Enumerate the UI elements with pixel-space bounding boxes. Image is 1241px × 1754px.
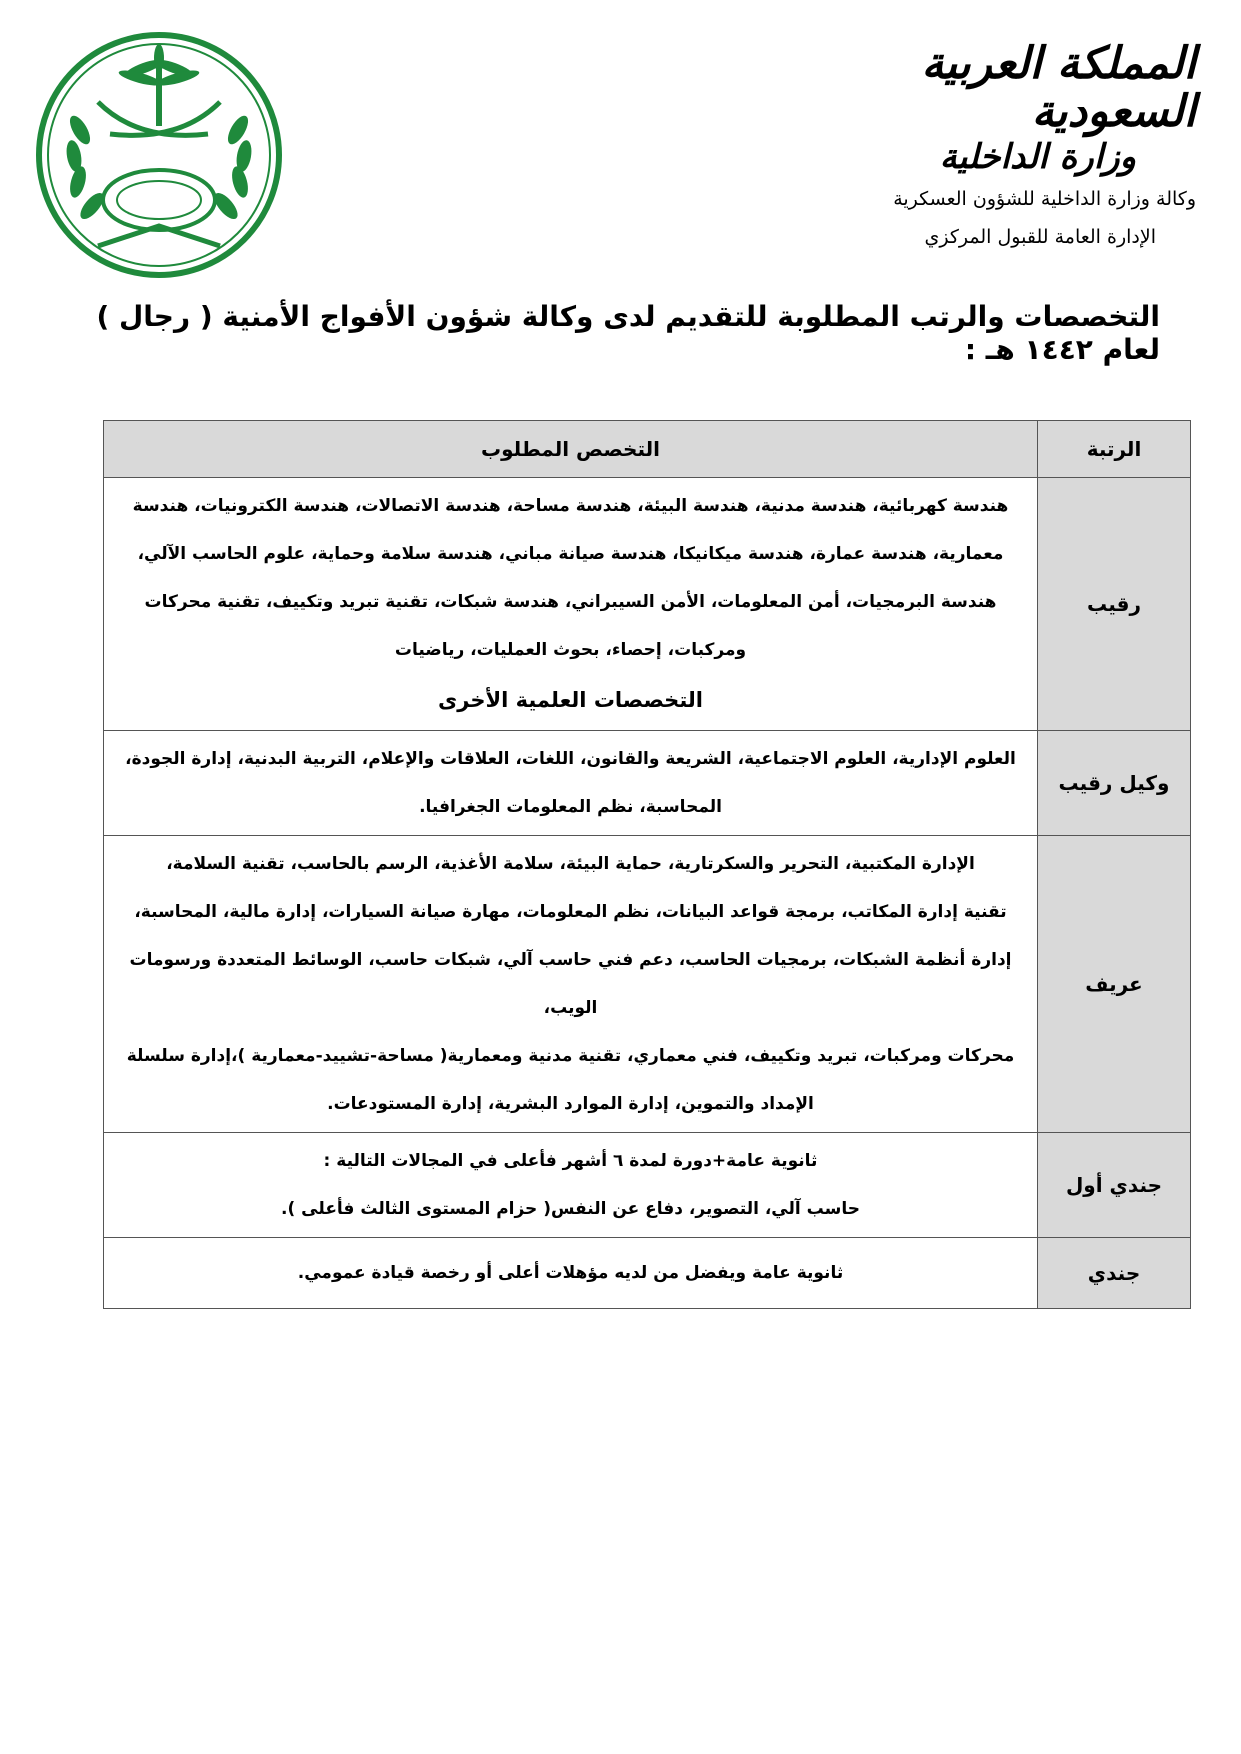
rank-cell: جندي <box>1038 1238 1191 1309</box>
kingdom-name: المملكة العربية السعودية <box>921 38 1196 138</box>
table-row <box>104 1238 1191 1309</box>
table-header-row <box>104 421 1191 478</box>
specialty-line: هندسة كهربائية، هندسة مدنية، هندسة البيئة، هندسة مساحة، هندسة الاتصالات، هندسة الكترونيات، هندسة <box>132 496 1009 516</box>
table-row <box>104 478 1191 731</box>
specialty-cell <box>104 1133 1038 1238</box>
specialty-line: الإمداد والتموين، إدارة الموارد البشرية، إدارة المستودعات. <box>327 1094 814 1114</box>
specialty-line: العلوم الإدارية، العلوم الاجتماعية، الشريعة والقانون، اللغات، العلاقات والإعلام، التربية البدنية، إدارة الجودة، <box>125 749 1016 769</box>
table-row <box>104 1133 1191 1238</box>
specialty-cell <box>104 836 1038 1133</box>
rank-cell: وكيل رقيب <box>1038 731 1191 836</box>
specialty-line: تقنية إدارة المكاتب، برمجة قواعد البيانات، نظم المعلومات، مهارة صيانة السيارات، إدارة مالية، المحاسبة، <box>134 902 1007 922</box>
specialty-line: ثانوية عامة ويفضل من لديه مؤهلات أعلى أو رخصة قيادة عمومي. <box>297 1263 844 1283</box>
ministry-name: وزارة الداخلية <box>939 136 1136 177</box>
rank-cell: رقيب <box>1038 478 1191 731</box>
table-row <box>104 836 1191 1133</box>
specialty-line: المحاسبة، نظم المعلومات الجغرافيا. <box>419 797 722 817</box>
specialty-line: معمارية، هندسة عمارة، هندسة ميكانيكا، هندسة صيانة مباني، هندسة سلامة وحماية، علوم الحاسب الآلي، <box>137 544 1004 564</box>
rank-cell: جندي أول <box>1038 1133 1191 1238</box>
rank-cell: عريف <box>1038 836 1191 1133</box>
table-row <box>104 731 1191 836</box>
specialty-line: ومركبات، إحصاء، بحوث العمليات، رياضيات <box>394 640 747 660</box>
specialty-cell <box>104 478 1038 731</box>
requirements-table <box>103 420 1191 1309</box>
specialty-line: حاسب آلي، التصوير، دفاع عن النفس( حزام المستوى الثالث فأعلى ). <box>281 1199 860 1219</box>
letterhead <box>776 40 1196 248</box>
page-title: التخصصات والرتب المطلوبة للتقديم لدى وكالة شؤون الأفواج الأمنية ( رجال ) لعام ١٤٤٢ هـ : <box>96 300 1160 366</box>
ministry-emblem-icon <box>28 30 290 280</box>
specialty-subheading: التخصصات العلمية الأخرى <box>438 688 703 712</box>
rank-column-header: الرتبة <box>1038 421 1191 478</box>
specialty-line: ثانوية عامة+دورة لمدة ٦ أشهر فأعلى في المجالات التالية : <box>323 1151 818 1171</box>
specialty-line: الإدارة المكتبية، التحرير والسكرتارية، حماية البيئة، سلامة الأغذية، الرسم بالحاسب، تقنية السلامة، <box>166 854 975 874</box>
specialty-cell <box>104 1238 1038 1309</box>
specialty-line: إدارة أنظمة الشبكات، برمجيات الحاسب، دعم فني حاسب آلي، شبكات حاسب، الوسائط المتعددة ورسومات الويب، <box>129 950 1012 1018</box>
agency-name: وكالة وزارة الداخلية للشؤون العسكرية <box>893 187 1196 210</box>
specialty-column-header: التخصص المطلوب <box>104 421 1038 478</box>
specialty-line: هندسة البرمجيات، أمن المعلومات، الأمن السيبراني، هندسة شبكات، تقنية تبريد وتكييف، تقنية محركات <box>144 592 997 612</box>
department-name: الإدارة العامة للقبول المركزي <box>924 225 1156 248</box>
specialty-cell <box>104 731 1038 836</box>
specialty-line: محركات ومركبات، تبريد وتكييف، فني معماري، تقنية مدنية ومعمارية( مساحة-تشييد-معمارية )،إدارة سلسلة <box>126 1046 1015 1066</box>
